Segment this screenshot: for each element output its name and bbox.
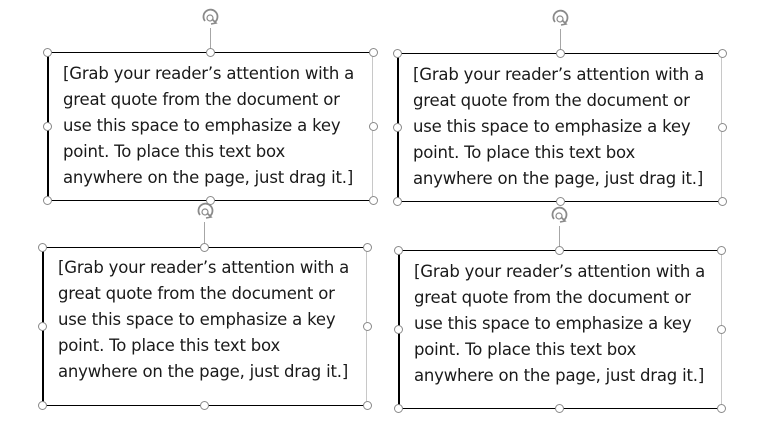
resize-handle-bottom[interactable] — [555, 404, 564, 413]
resize-handle-top-right[interactable] — [718, 49, 727, 58]
resize-handle-right[interactable] — [363, 322, 372, 331]
text-box-content[interactable]: [Grab your reader’s attention with a great quote from the document or use this space to emphasize a key point. To place this text box anywhere on the page, just drag it.] — [58, 258, 350, 381]
resize-handle-bottom[interactable] — [200, 401, 209, 410]
resize-handle-top[interactable] — [555, 246, 564, 255]
resize-handle-bottom-right[interactable] — [363, 401, 372, 410]
text-box-content[interactable]: [Grab your reader’s attention with a great quote from the document or use this space to emphasize a key point. To place this text box anywhere on the page, just drag it.] — [413, 65, 705, 188]
text-box[interactable] — [47, 52, 373, 201]
resize-handle-top-right[interactable] — [717, 246, 726, 255]
rotate-handle-icon[interactable] — [194, 201, 216, 223]
rotate-handle-icon[interactable] — [199, 7, 221, 29]
resize-handle-left[interactable] — [38, 322, 47, 331]
resize-handle-bottom-right[interactable] — [718, 197, 727, 206]
resize-handle-top[interactable] — [206, 48, 215, 57]
resize-handle-left[interactable] — [394, 325, 403, 334]
resize-handle-bottom-left[interactable] — [393, 197, 402, 206]
resize-handle-bottom-left[interactable] — [43, 196, 52, 205]
text-box[interactable] — [42, 247, 367, 406]
resize-handle-bottom-left[interactable] — [394, 404, 403, 413]
resize-handle-bottom-right[interactable] — [717, 404, 726, 413]
resize-handle-top[interactable] — [200, 243, 209, 252]
resize-handle-bottom-left[interactable] — [38, 401, 47, 410]
text-box[interactable] — [397, 53, 722, 202]
rotate-handle-icon[interactable] — [548, 205, 570, 227]
resize-handle-right[interactable] — [717, 325, 726, 334]
rotate-handle-icon[interactable] — [549, 8, 571, 30]
resize-handle-left[interactable] — [393, 123, 402, 132]
resize-handle-top-left[interactable] — [43, 48, 52, 57]
resize-handle-left[interactable] — [43, 122, 52, 131]
resize-handle-right[interactable] — [369, 122, 378, 131]
resize-handle-top-left[interactable] — [38, 243, 47, 252]
text-box-content[interactable]: [Grab your reader’s attention with a great quote from the document or use this space to emphasize a key point. To place this text box anywhere on the page, just drag it.] — [414, 262, 706, 385]
resize-handle-top-left[interactable] — [394, 246, 403, 255]
resize-handle-top-right[interactable] — [363, 243, 372, 252]
resize-handle-right[interactable] — [718, 123, 727, 132]
text-box-content[interactable]: [Grab your reader’s attention with a great quote from the document or use this space to emphasize a key point. To place this text box anywhere on the page, just drag it.] — [63, 64, 355, 187]
resize-handle-bottom-right[interactable] — [369, 196, 378, 205]
resize-handle-top-left[interactable] — [393, 49, 402, 58]
resize-handle-top-right[interactable] — [369, 48, 378, 57]
resize-handle-top[interactable] — [556, 49, 565, 58]
text-box[interactable] — [398, 250, 722, 409]
